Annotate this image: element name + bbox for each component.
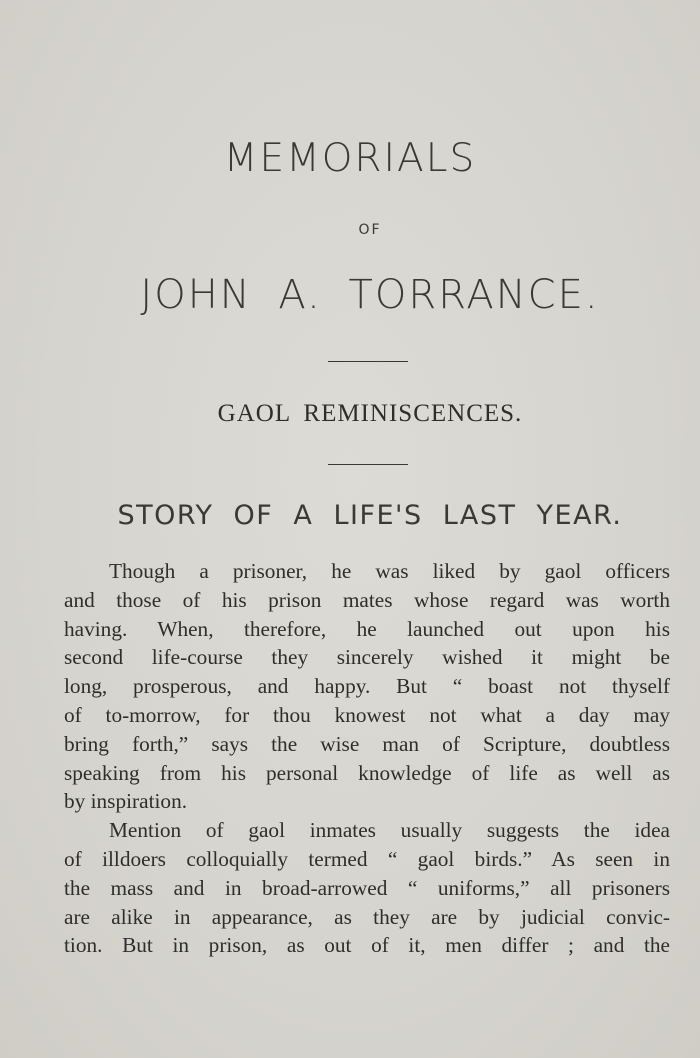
title-connector: OF: [358, 222, 382, 238]
divider-rule: [328, 361, 408, 362]
text-line: long, prosperous, and happy. But “ boast not thyself: [64, 674, 670, 699]
text-line: bring forth,” says the wise man of Scripture, doubtless: [64, 731, 670, 756]
text-line: of to-morrow, for thou knowest not what a day may: [64, 702, 670, 727]
text-line: speaking from his personal knowledge of life as well as: [64, 760, 670, 785]
text-line: of illdoers colloquially termed “ gaol birds.” As seen in: [64, 846, 670, 871]
paragraph: [64, 816, 670, 960]
text-line: having. When, therefore, he launched out upon his: [64, 616, 670, 641]
text-line: Mention of gaol inmates usually suggests the idea: [109, 818, 670, 843]
section-subtitle: GAOL REMINISCENCES.: [217, 400, 523, 427]
chapter-title: STORY OF A LIFE'S LAST YEAR.: [117, 500, 623, 531]
body-text: [64, 557, 670, 960]
text-line: second life-course they sincerely wished it might be: [64, 645, 670, 670]
paragraph: [64, 557, 670, 816]
subject-name: JOHN A. TORRANCE.: [140, 272, 600, 318]
text-line: Though a prisoner, he was liked by gaol officers: [109, 559, 670, 583]
text-line: are alike in appearance, as they are by judicial convic-: [64, 904, 670, 929]
text-line: by inspiration.: [64, 789, 188, 814]
text-line: and those of his prison mates whose regard was worth: [64, 587, 670, 612]
text-line: the mass and in broad-arrowed “ uniforms,” all prisoners: [64, 875, 670, 900]
text-line: tion. But in prison, as out of it, men differ ; and the: [64, 933, 670, 958]
book-title: MEMORIALS: [223, 136, 477, 181]
divider-rule: [328, 464, 408, 465]
